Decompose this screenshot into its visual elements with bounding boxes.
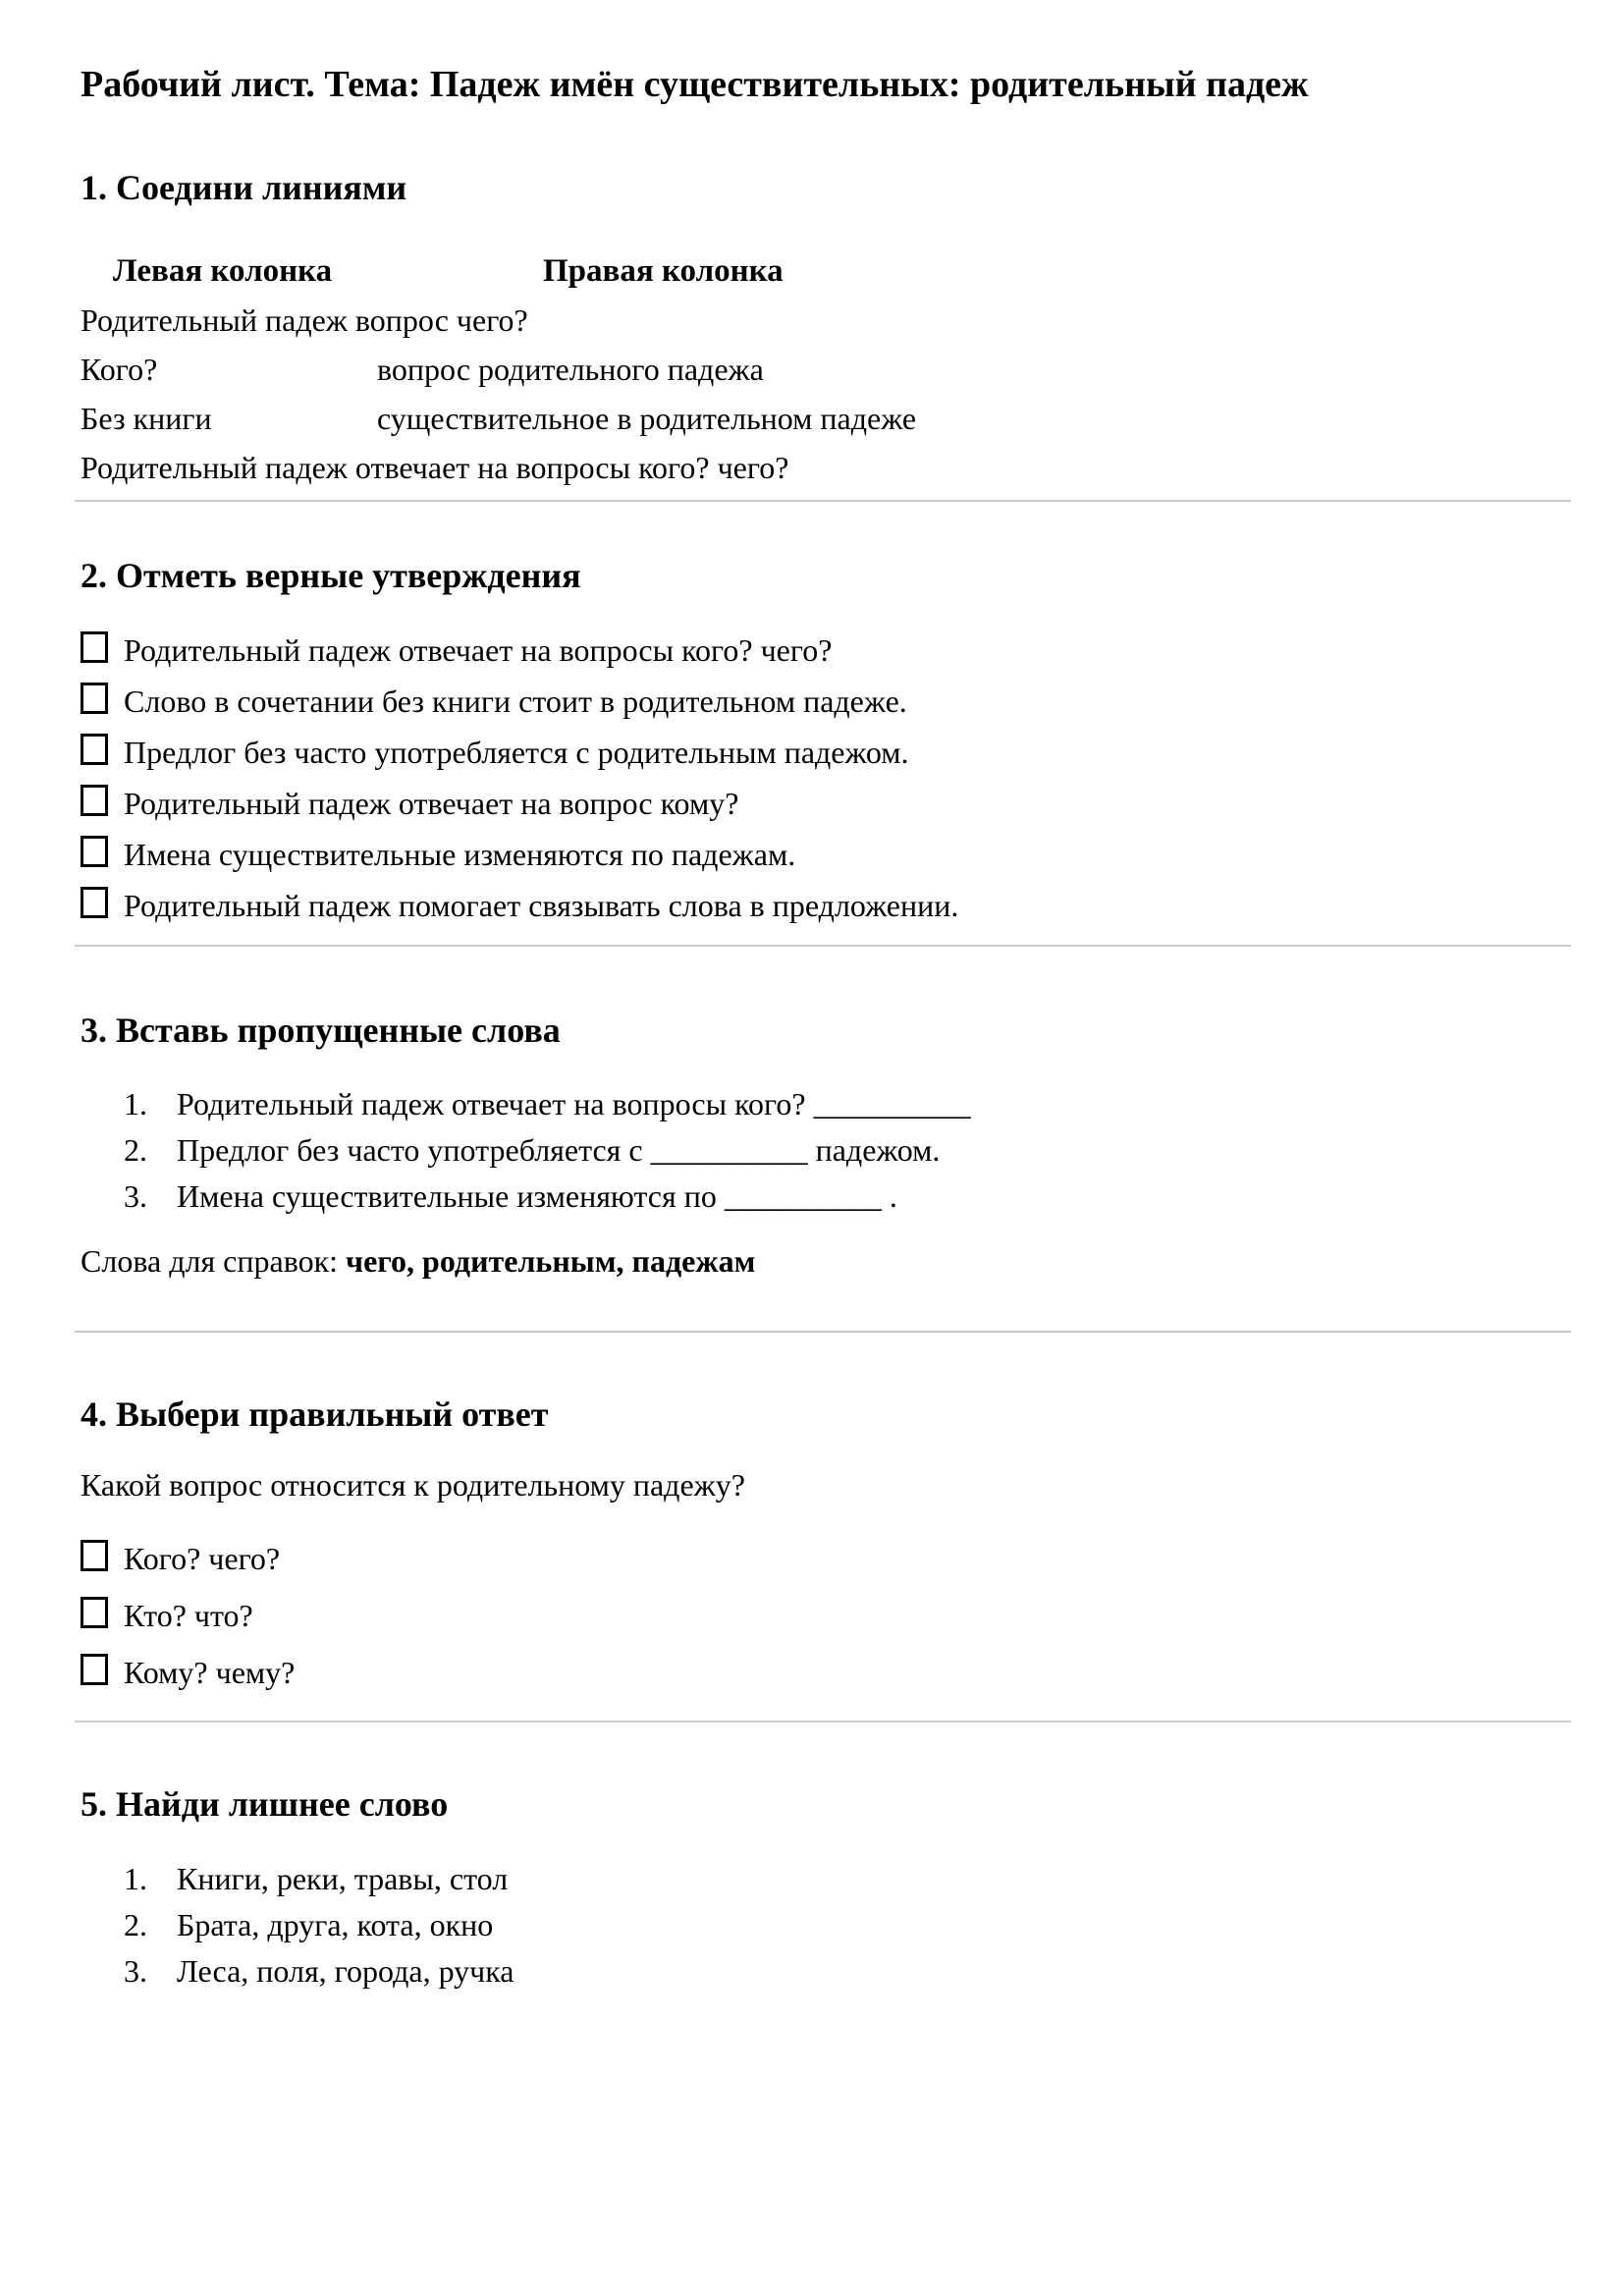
statement-item: [81, 727, 1548, 778]
fill-blank-item: [81, 1127, 1548, 1174]
odd-word-list: [81, 1856, 1548, 1995]
match-left-item: Кого?: [81, 351, 158, 387]
item-number: 2.: [124, 1132, 147, 1169]
section-2-heading: 2. Отметь верные утверждения: [81, 555, 581, 595]
fill-blanks-list: [81, 1081, 1548, 1220]
item-number: 1.: [124, 1086, 147, 1122]
fill-blank-text: Родительный падеж отвечает на вопросы кого? __________: [177, 1086, 971, 1122]
checkbox-icon[interactable]: [81, 1540, 108, 1571]
match-right-item: существительное в родительном падеже: [377, 400, 917, 436]
section-divider: [75, 1721, 1571, 1722]
match-left-item: Родительный падеж вопрос чего?: [81, 301, 528, 338]
answer-option: [81, 1587, 1548, 1644]
item-number: 2.: [124, 1906, 147, 1942]
section-divider: [75, 945, 1571, 947]
checkbox-icon[interactable]: [81, 1597, 108, 1628]
statement-text: Родительный падеж помогает связывать слова в предложении.: [124, 887, 959, 923]
odd-word-text: Книги, реки, травы, стол: [177, 1860, 509, 1896]
checkbox-icon[interactable]: [81, 836, 108, 867]
section-divider: [75, 500, 1571, 502]
item-number: 1.: [124, 1860, 147, 1896]
section-5-heading: 5. Найди лишнее слово: [81, 1784, 449, 1825]
fill-blank-text: Имена существительные изменяются по __________ .: [177, 1178, 897, 1215]
left-column-header: Левая колонка: [113, 252, 333, 289]
match-column-headers: [81, 246, 1548, 296]
match-row: [81, 394, 1548, 443]
checkbox-icon[interactable]: [81, 1654, 108, 1685]
fill-blank-text: Предлог без часто употребляется с __________ падежом.: [177, 1132, 941, 1169]
odd-word-item: [81, 1948, 1548, 1995]
fill-blank-item: [81, 1174, 1548, 1220]
item-number: 3.: [124, 1178, 147, 1215]
answer-option-text: Кого? чего?: [124, 1541, 281, 1577]
statement-text: Предлог без часто употребляется с родительным падежом.: [124, 734, 909, 770]
statement-item: [81, 625, 1548, 676]
checkbox-icon[interactable]: [81, 785, 108, 816]
statement-text: Родительный падеж отвечает на вопросы кого? чего?: [124, 631, 833, 668]
question-text: Какой вопрос относится к родительному падежу?: [81, 1467, 745, 1503]
statement-text: Имена существительные изменяются по падежам.: [124, 836, 796, 872]
match-row: [81, 296, 1548, 345]
checkbox-icon[interactable]: [81, 734, 108, 765]
match-table: [81, 296, 1548, 492]
match-left-item: Родительный падеж отвечает на вопросы кого? чего?: [81, 449, 789, 485]
checkbox-icon[interactable]: [81, 631, 108, 663]
match-row: [81, 443, 1548, 492]
section-4-heading: 4. Выбери правильный ответ: [81, 1394, 549, 1435]
reference-words-line: [81, 1243, 1548, 1280]
section-1-heading: 1. Соедини линиями: [81, 167, 407, 207]
section-divider: [75, 1331, 1571, 1333]
statement-item: [81, 778, 1548, 829]
odd-word-item: [81, 1902, 1548, 1948]
reference-words-label: Слова для справок:: [81, 1243, 347, 1280]
item-number: 3.: [124, 1952, 147, 1989]
section-3-heading: 3. Вставь пропущенные слова: [81, 1010, 561, 1050]
answer-options-list: [81, 1530, 1548, 1701]
right-column-header: Правая колонка: [543, 252, 784, 289]
odd-word-text: Брата, друга, кота, окно: [177, 1906, 494, 1942]
odd-word-text: Леса, поля, города, ручка: [177, 1952, 514, 1989]
checkbox-icon[interactable]: [81, 887, 108, 918]
answer-option-text: Кому? чему?: [124, 1655, 296, 1691]
match-left-item: Без книги: [81, 400, 212, 436]
statement-text: Родительный падеж отвечает на вопрос кому?: [124, 785, 739, 821]
statements-list: [81, 625, 1548, 931]
statement-text: Слово в сочетании без книги стоит в родительном падеже.: [124, 683, 907, 719]
match-right-item: вопрос родительного падежа: [377, 351, 764, 387]
odd-word-item: [81, 1856, 1548, 1902]
reference-words: чего, родительным, падежам: [346, 1243, 756, 1280]
answer-option: [81, 1530, 1548, 1587]
statement-item: [81, 880, 1548, 931]
page-title: Рабочий лист. Тема: Падеж имён существительных: родительный падеж: [81, 64, 1309, 105]
fill-blank-item: [81, 1081, 1548, 1127]
match-row: [81, 345, 1548, 394]
statement-item: [81, 829, 1548, 880]
statement-item: [81, 676, 1548, 727]
checkbox-icon[interactable]: [81, 683, 108, 714]
answer-option-text: Кто? что?: [124, 1598, 253, 1634]
answer-option: [81, 1644, 1548, 1701]
